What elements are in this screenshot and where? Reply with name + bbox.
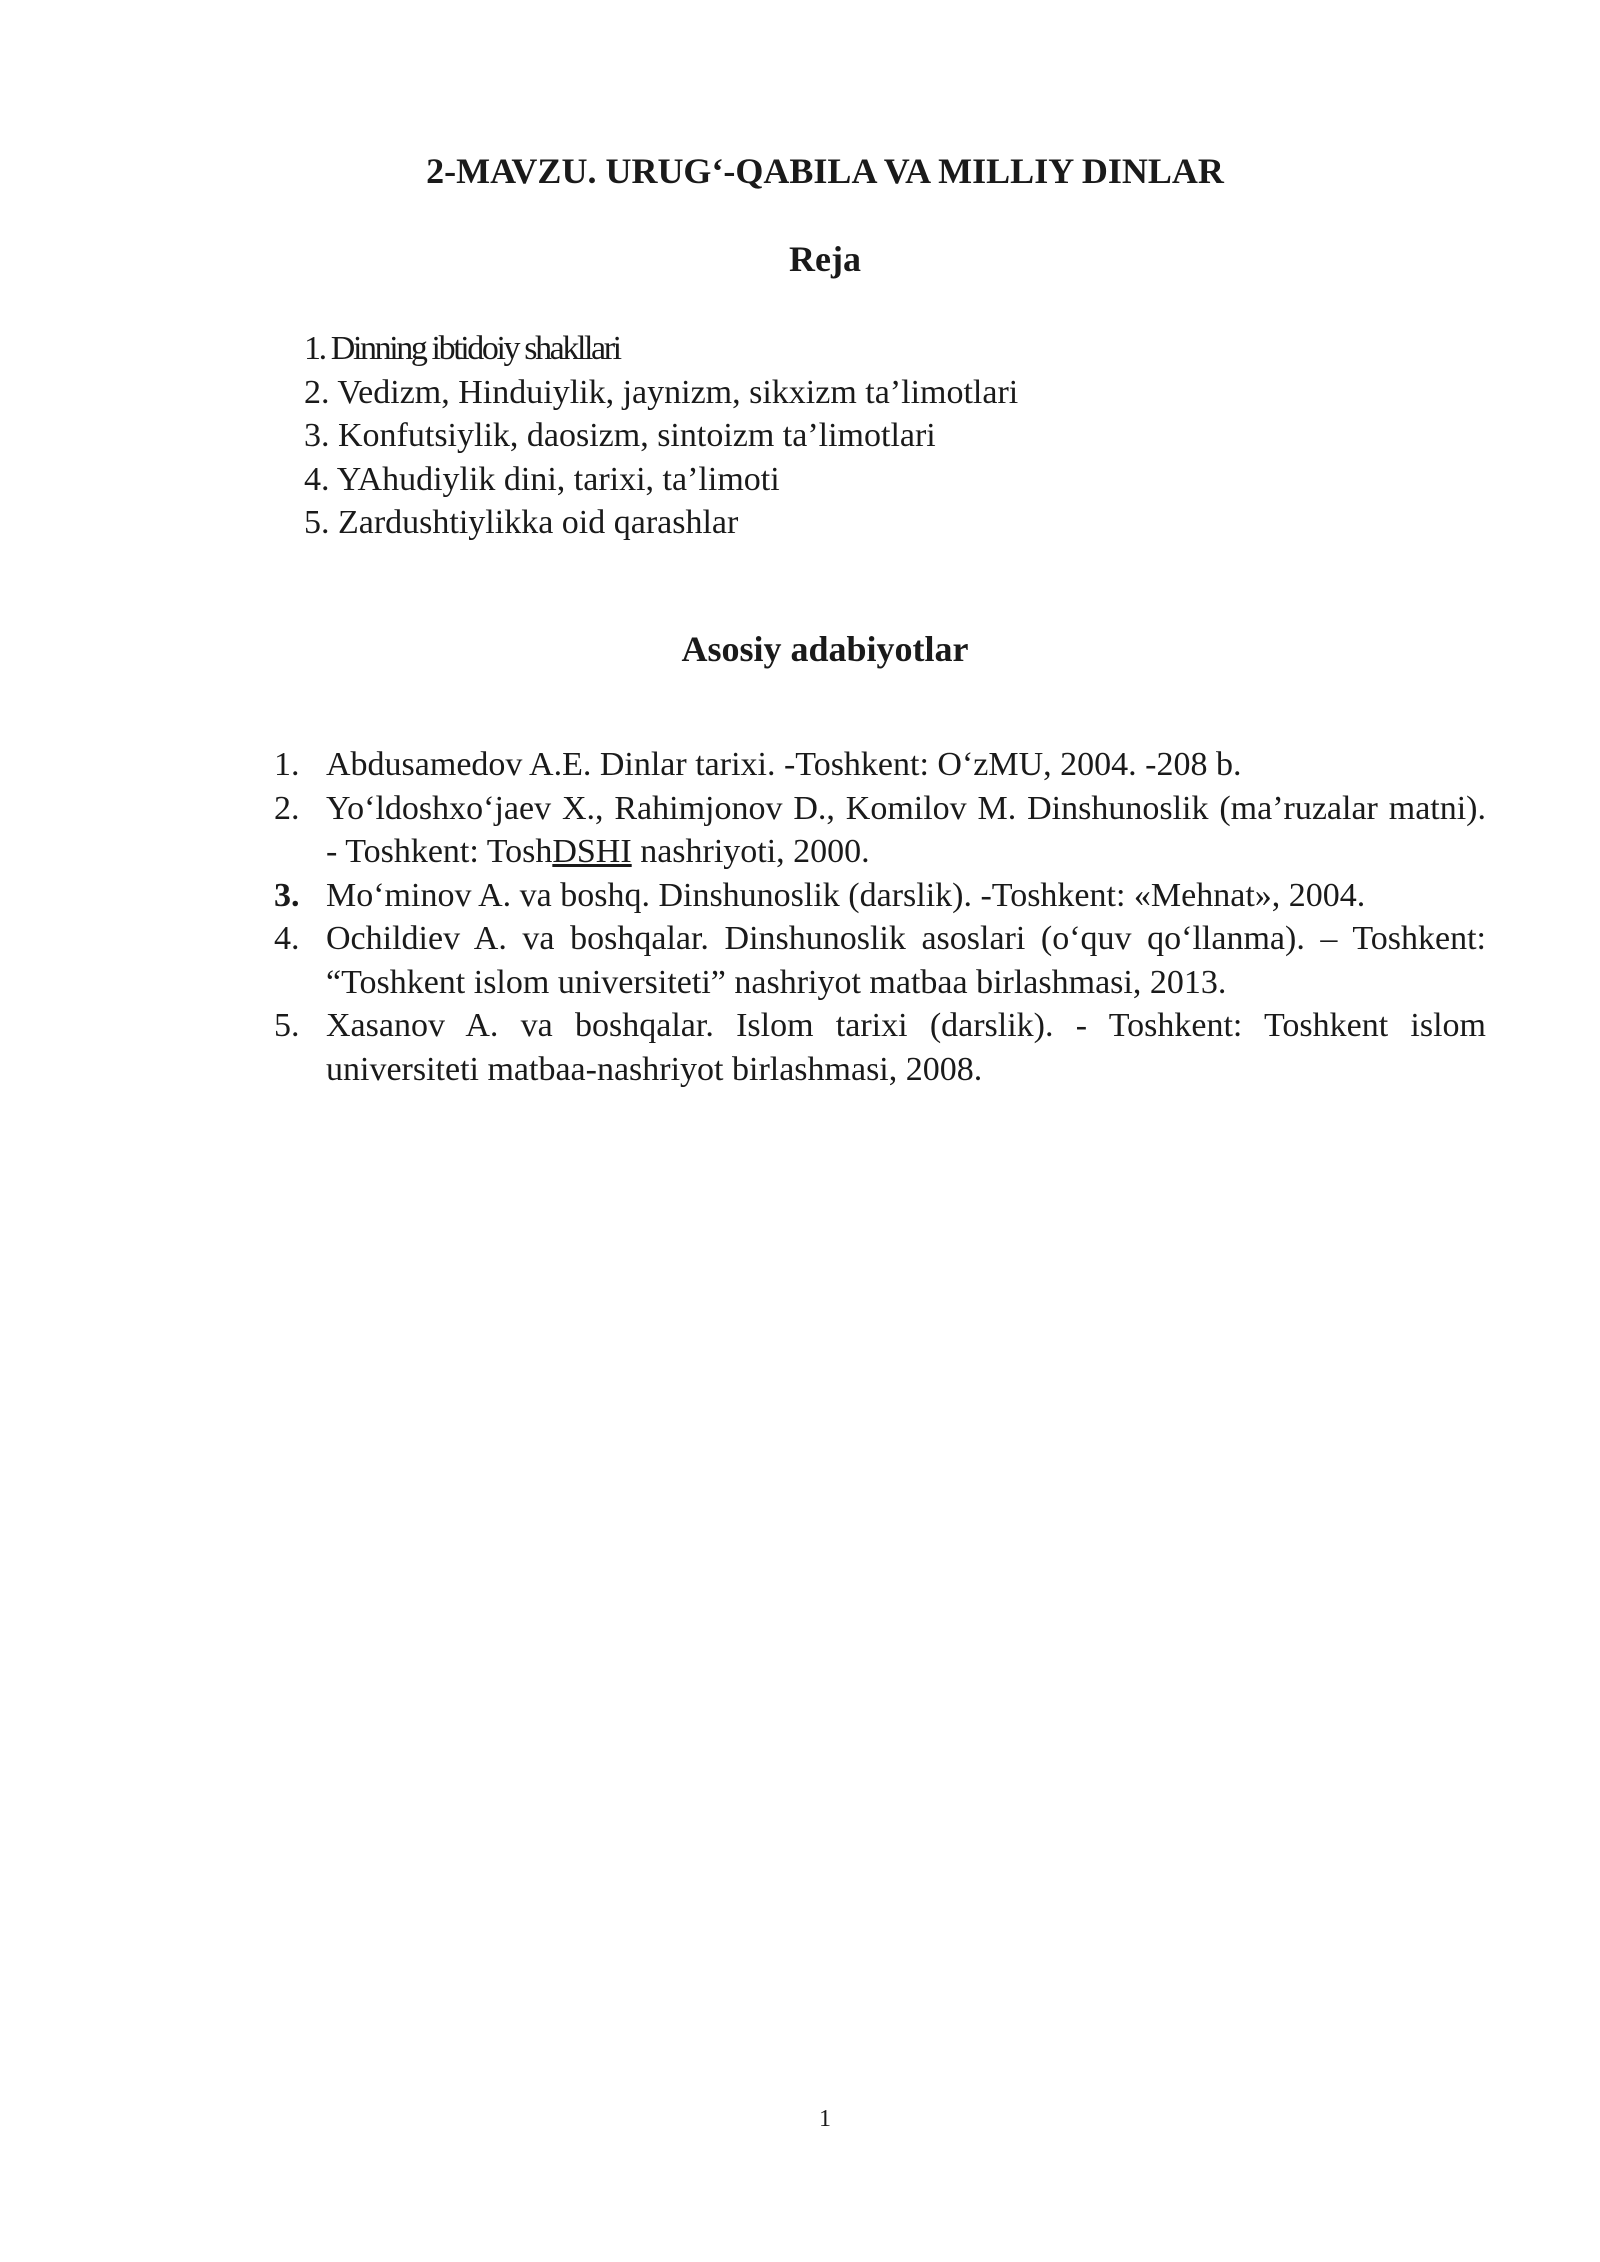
plan-item: 3. Konfutsiylik, daosizm, sintoizm ta’limotlari	[304, 417, 936, 454]
literature-item	[274, 917, 1486, 1004]
plan-item: 4. YAhudiylik dini, tarixi, ta’limoti	[304, 460, 780, 498]
literature-heading: Asosiy adabiyotlar	[681, 629, 969, 669]
literature-item-text-part: nashriyoti, 2000.	[631, 833, 870, 870]
literature-item-text-part: Yo‘ldoshxo‘jaev X., Rahimjonov D., Komilov M. Dinshunoslik (ma’ruzalar matni). - Toshkent: Tosh	[326, 789, 1486, 870]
underlined-abbreviation: DSHI	[552, 833, 632, 870]
literature-item-number: 4.	[274, 920, 300, 957]
literature-item-text: Abdusamedov A.E. Dinlar tarixi. -Toshkent: O‘zMU, 2004. -208 b.	[326, 746, 1242, 783]
literature-item-text: Mo‘minov A. va boshq. Dinshunoslik (darslik). -Toshkent: «Mehnat», 2004.	[326, 876, 1366, 914]
plan-list	[304, 327, 1018, 545]
literature-item-number: 5.	[274, 1007, 300, 1044]
plan-item: 2. Vedizm, Hinduiylik, jaynizm, sikxizm ta’limotlari	[304, 373, 1019, 411]
literature-item-text	[326, 787, 1486, 874]
plan-heading: Reja	[789, 239, 861, 279]
literature-item	[274, 874, 1486, 918]
literature-item-text: Ochildiev A. va boshqalar. Dinshunoslik asoslari (o‘quv qo‘llanma). – Toshkent: “Toshkent islom universiteti” nashriyot matbaa birlashmasi, 2013.	[326, 920, 1486, 1001]
literature-item-number: 2.	[274, 789, 300, 827]
literature-item-number: 3.	[274, 876, 300, 914]
literature-item-text: Xasanov A. va boshqalar. Islom tarixi (darslik). - Toshkent: Toshkent islom universiteti matbaa-nashriyot birlashmasi, 2008.	[326, 1007, 1486, 1088]
plan-item: 1. Dinning ibtidoiy shakllari	[304, 330, 620, 367]
literature-item-number: 1.	[274, 746, 300, 783]
literature-list	[274, 743, 1486, 1091]
plan-item: 5. Zardushtiylikka oid qarashlar	[304, 504, 739, 541]
page-title: 2-MAVZU. URUG‘-QABILA VA MILLIY DINLAR	[426, 151, 1224, 191]
literature-item	[274, 743, 1486, 787]
literature-item	[274, 1004, 1486, 1091]
literature-item	[274, 787, 1486, 874]
page-number: 1	[819, 2106, 831, 2132]
